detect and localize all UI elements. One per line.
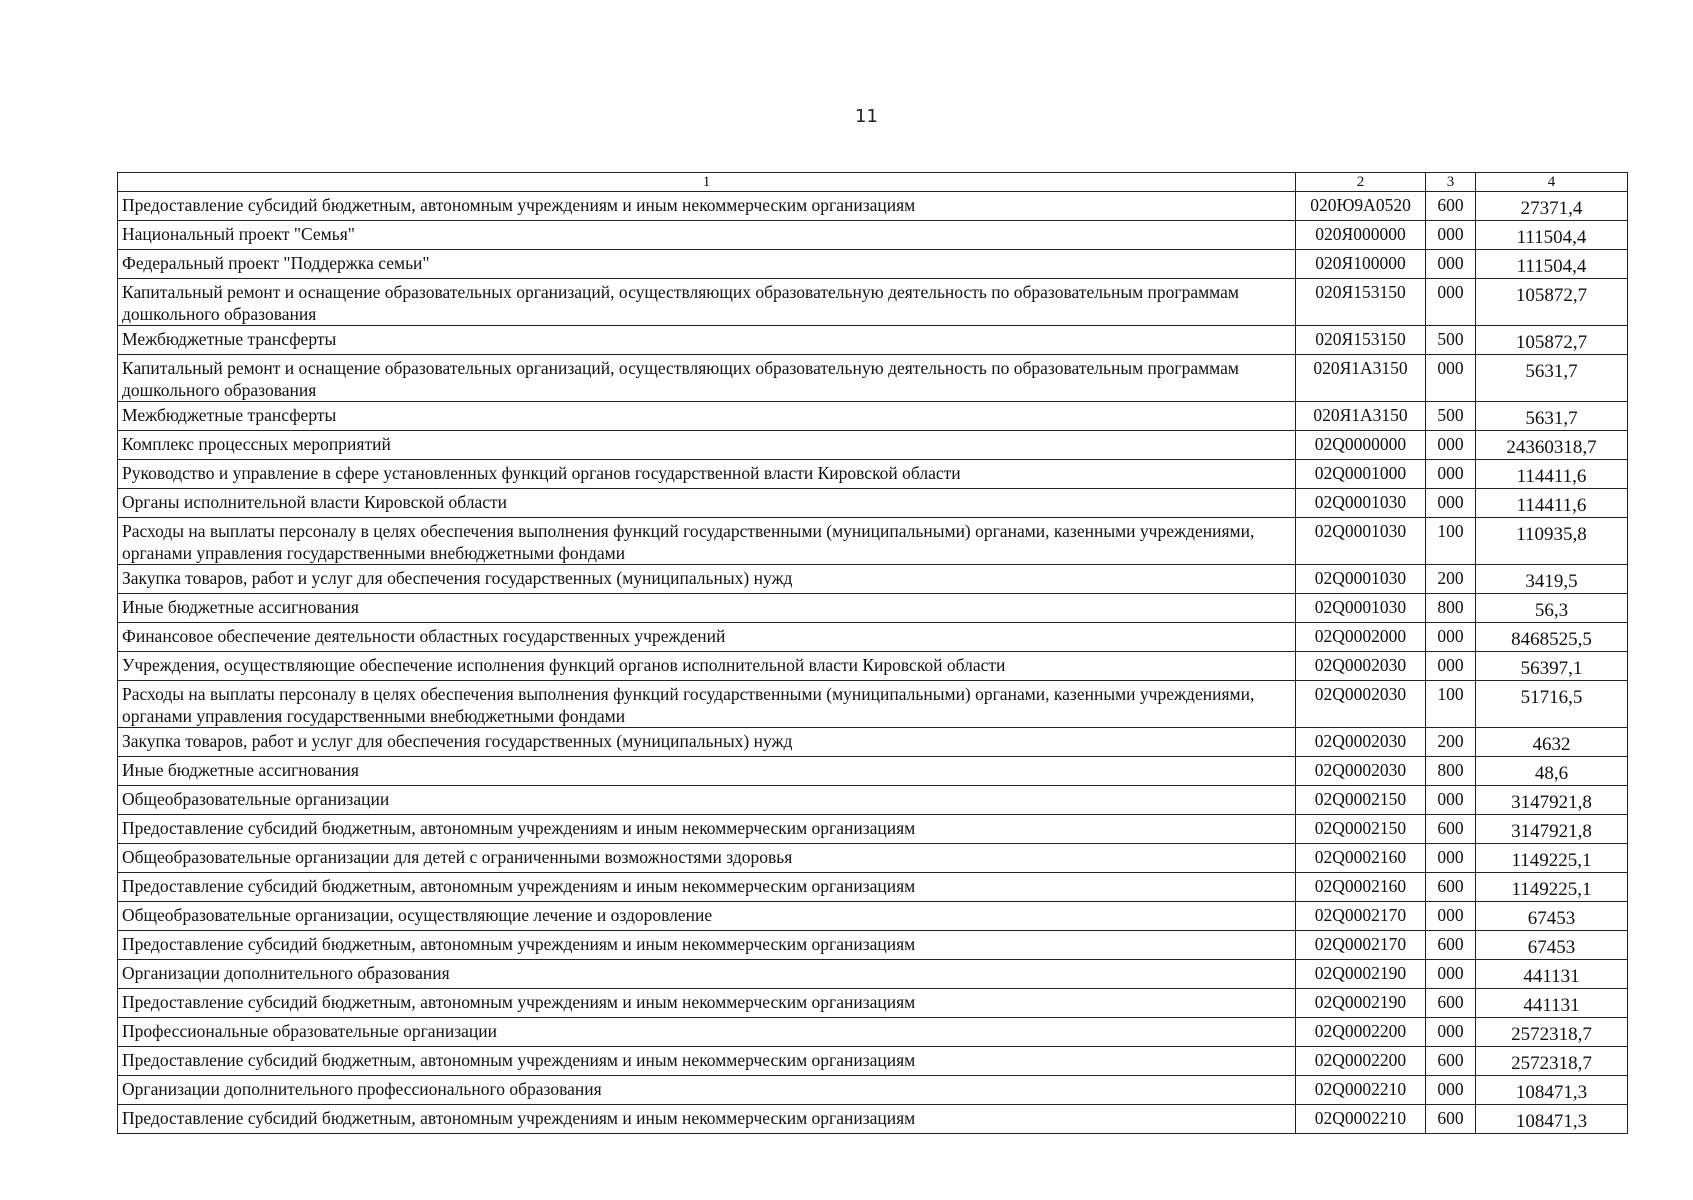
table-row	[118, 815, 1628, 844]
expense-type-cell: 600	[1426, 1047, 1476, 1076]
target-code-cell: 020Я1А3150	[1296, 355, 1426, 402]
item-name-cell: Предоставление субсидий бюджетным, автономным учреждениям и иным некоммерческим организациям	[118, 931, 1296, 960]
amount-cell: 108471,3	[1476, 1076, 1628, 1105]
expense-type-cell: 000	[1426, 1076, 1476, 1105]
amount-cell: 5631,7	[1476, 355, 1628, 402]
item-name-cell: Предоставление субсидий бюджетным, автономным учреждениям и иным некоммерческим организациям	[118, 1105, 1296, 1134]
table-row	[118, 250, 1628, 279]
amount-cell: 8468525,5	[1476, 623, 1628, 652]
target-code-cell: 02Q0002190	[1296, 960, 1426, 989]
item-name-cell: Капитальный ремонт и оснащение образовательных организаций, осуществляющих образовательную деятельность по образовательным программам дошкольного образования	[118, 355, 1296, 402]
item-name-cell: Закупка товаров, работ и услуг для обеспечения государственных (муниципальных) нужд	[118, 565, 1296, 594]
item-name-cell: Предоставление субсидий бюджетным, автономным учреждениям и иным некоммерческим организациям	[118, 873, 1296, 902]
table-row	[118, 652, 1628, 681]
amount-cell: 24360318,7	[1476, 431, 1628, 460]
item-name-cell: Учреждения, осуществляющие обеспечение исполнения функций органов исполнительной власти Кировской области	[118, 652, 1296, 681]
table-row	[118, 681, 1628, 728]
table-row	[118, 623, 1628, 652]
budget-table	[117, 172, 1628, 1134]
amount-cell: 67453	[1476, 931, 1628, 960]
expense-type-cell: 000	[1426, 431, 1476, 460]
target-code-cell: 02Q0002030	[1296, 681, 1426, 728]
expense-type-cell: 000	[1426, 1018, 1476, 1047]
table-row	[118, 873, 1628, 902]
table-row	[118, 989, 1628, 1018]
amount-cell: 3147921,8	[1476, 786, 1628, 815]
target-code-cell: 02Q0002160	[1296, 844, 1426, 873]
item-name-cell: Общеобразовательные организации для детей с ограниченными возможностями здоровья	[118, 844, 1296, 873]
column-header-3: 3	[1426, 173, 1476, 192]
expense-type-cell: 100	[1426, 681, 1476, 728]
column-header-1: 1	[118, 173, 1296, 192]
amount-cell: 111504,4	[1476, 221, 1628, 250]
target-code-cell: 020Я100000	[1296, 250, 1426, 279]
expense-type-cell: 800	[1426, 594, 1476, 623]
target-code-cell: 02Q0002210	[1296, 1105, 1426, 1134]
item-name-cell: Межбюджетные трансферты	[118, 326, 1296, 355]
target-code-cell: 020Я153150	[1296, 279, 1426, 326]
table-row	[118, 757, 1628, 786]
item-name-cell: Закупка товаров, работ и услуг для обеспечения государственных (муниципальных) нужд	[118, 728, 1296, 757]
table-row	[118, 844, 1628, 873]
table-row	[118, 1076, 1628, 1105]
expense-type-cell: 000	[1426, 623, 1476, 652]
item-name-cell: Органы исполнительной власти Кировской области	[118, 489, 1296, 518]
target-code-cell: 02Q0002190	[1296, 989, 1426, 1018]
amount-cell: 441131	[1476, 960, 1628, 989]
amount-cell: 114411,6	[1476, 489, 1628, 518]
item-name-cell: Предоставление субсидий бюджетным, автономным учреждениям и иным некоммерческим организациям	[118, 1047, 1296, 1076]
item-name-cell: Межбюджетные трансферты	[118, 402, 1296, 431]
target-code-cell: 02Q0002150	[1296, 815, 1426, 844]
amount-cell: 56397,1	[1476, 652, 1628, 681]
item-name-cell: Федеральный проект "Поддержка семьи"	[118, 250, 1296, 279]
item-name-cell: Организации дополнительного образования	[118, 960, 1296, 989]
table-row	[118, 355, 1628, 402]
table-header-row	[118, 173, 1628, 192]
target-code-cell: 02Q0002200	[1296, 1047, 1426, 1076]
target-code-cell: 02Q0002170	[1296, 902, 1426, 931]
table-row	[118, 518, 1628, 565]
amount-cell: 3147921,8	[1476, 815, 1628, 844]
table-body	[118, 192, 1628, 1134]
expense-type-cell: 600	[1426, 931, 1476, 960]
amount-cell: 108471,3	[1476, 1105, 1628, 1134]
amount-cell: 110935,8	[1476, 518, 1628, 565]
amount-cell: 3419,5	[1476, 565, 1628, 594]
item-name-cell: Расходы на выплаты персоналу в целях обеспечения выполнения функций государственными (муниципальными) органами, казенными учреждениями, органами управления государственными внебюджетными фондами	[118, 681, 1296, 728]
table-row	[118, 402, 1628, 431]
amount-cell: 441131	[1476, 989, 1628, 1018]
table-row	[118, 565, 1628, 594]
item-name-cell: Предоставление субсидий бюджетным, автономным учреждениям и иным некоммерческим организациям	[118, 989, 1296, 1018]
item-name-cell: Общеобразовательные организации	[118, 786, 1296, 815]
amount-cell: 51716,5	[1476, 681, 1628, 728]
amount-cell: 5631,7	[1476, 402, 1628, 431]
item-name-cell: Финансовое обеспечение деятельности областных государственных учреждений	[118, 623, 1296, 652]
expense-type-cell: 600	[1426, 873, 1476, 902]
expense-type-cell: 000	[1426, 844, 1476, 873]
amount-cell: 1149225,1	[1476, 844, 1628, 873]
expense-type-cell: 200	[1426, 728, 1476, 757]
target-code-cell: 02Q0001030	[1296, 518, 1426, 565]
item-name-cell: Расходы на выплаты персоналу в целях обеспечения выполнения функций государственными (муниципальными) органами, казенными учреждениями, органами управления государственными внебюджетными фондами	[118, 518, 1296, 565]
table-row	[118, 902, 1628, 931]
target-code-cell: 02Q0001000	[1296, 460, 1426, 489]
amount-cell: 27371,4	[1476, 192, 1628, 221]
amount-cell: 4632	[1476, 728, 1628, 757]
column-header-4: 4	[1476, 173, 1628, 192]
amount-cell: 56,3	[1476, 594, 1628, 623]
expense-type-cell: 800	[1426, 757, 1476, 786]
expense-type-cell: 000	[1426, 652, 1476, 681]
item-name-cell: Предоставление субсидий бюджетным, автономным учреждениям и иным некоммерческим организациям	[118, 192, 1296, 221]
item-name-cell: Руководство и управление в сфере установленных функций органов государственной власти Кировской области	[118, 460, 1296, 489]
amount-cell: 48,6	[1476, 757, 1628, 786]
table-row	[118, 431, 1628, 460]
expense-type-cell: 200	[1426, 565, 1476, 594]
table-row	[118, 489, 1628, 518]
expense-type-cell: 600	[1426, 989, 1476, 1018]
target-code-cell: 02Q0002210	[1296, 1076, 1426, 1105]
table-row	[118, 594, 1628, 623]
table-row	[118, 786, 1628, 815]
target-code-cell: 02Q0002030	[1296, 757, 1426, 786]
expense-type-cell: 000	[1426, 250, 1476, 279]
expense-type-cell: 500	[1426, 326, 1476, 355]
table-row	[118, 326, 1628, 355]
target-code-cell: 02Q0002150	[1296, 786, 1426, 815]
amount-cell: 67453	[1476, 902, 1628, 931]
item-name-cell: Комплекс процессных мероприятий	[118, 431, 1296, 460]
expense-type-cell: 000	[1426, 960, 1476, 989]
expense-type-cell: 500	[1426, 402, 1476, 431]
amount-cell: 105872,7	[1476, 326, 1628, 355]
item-name-cell: Национальный проект "Семья"	[118, 221, 1296, 250]
target-code-cell: 020Я153150	[1296, 326, 1426, 355]
item-name-cell: Профессиональные образовательные организации	[118, 1018, 1296, 1047]
table-row	[118, 192, 1628, 221]
item-name-cell: Иные бюджетные ассигнования	[118, 594, 1296, 623]
table-row	[118, 279, 1628, 326]
target-code-cell: 02Q0000000	[1296, 431, 1426, 460]
target-code-cell: 02Q0002030	[1296, 728, 1426, 757]
item-name-cell: Иные бюджетные ассигнования	[118, 757, 1296, 786]
target-code-cell: 020Я000000	[1296, 221, 1426, 250]
page-number: 11	[855, 106, 878, 127]
amount-cell: 111504,4	[1476, 250, 1628, 279]
table-row	[118, 728, 1628, 757]
amount-cell: 105872,7	[1476, 279, 1628, 326]
table-row	[118, 960, 1628, 989]
target-code-cell: 020Ю9А0520	[1296, 192, 1426, 221]
expense-type-cell: 600	[1426, 1105, 1476, 1134]
amount-cell: 114411,6	[1476, 460, 1628, 489]
item-name-cell: Капитальный ремонт и оснащение образовательных организаций, осуществляющих образовательную деятельность по образовательным программам дошкольного образования	[118, 279, 1296, 326]
column-header-2: 2	[1296, 173, 1426, 192]
expense-type-cell: 000	[1426, 489, 1476, 518]
expense-type-cell: 000	[1426, 460, 1476, 489]
expense-type-cell: 000	[1426, 786, 1476, 815]
target-code-cell: 02Q0001030	[1296, 489, 1426, 518]
item-name-cell: Организации дополнительного профессионального образования	[118, 1076, 1296, 1105]
target-code-cell: 02Q0001030	[1296, 594, 1426, 623]
expense-type-cell: 600	[1426, 192, 1476, 221]
item-name-cell: Предоставление субсидий бюджетным, автономным учреждениям и иным некоммерческим организациям	[118, 815, 1296, 844]
amount-cell: 2572318,7	[1476, 1018, 1628, 1047]
expense-type-cell: 000	[1426, 355, 1476, 402]
amount-cell: 1149225,1	[1476, 873, 1628, 902]
table-row	[118, 221, 1628, 250]
item-name-cell: Общеобразовательные организации, осуществляющие лечение и оздоровление	[118, 902, 1296, 931]
expense-type-cell: 000	[1426, 279, 1476, 326]
table-row	[118, 460, 1628, 489]
target-code-cell: 02Q0002160	[1296, 873, 1426, 902]
target-code-cell: 02Q0002170	[1296, 931, 1426, 960]
table-row	[118, 1018, 1628, 1047]
amount-cell: 2572318,7	[1476, 1047, 1628, 1076]
table-row	[118, 1105, 1628, 1134]
table-row	[118, 1047, 1628, 1076]
target-code-cell: 02Q0002200	[1296, 1018, 1426, 1047]
expense-type-cell: 000	[1426, 221, 1476, 250]
target-code-cell: 02Q0002030	[1296, 652, 1426, 681]
table-row	[118, 931, 1628, 960]
target-code-cell: 02Q0001030	[1296, 565, 1426, 594]
expense-type-cell: 600	[1426, 815, 1476, 844]
target-code-cell: 020Я1А3150	[1296, 402, 1426, 431]
expense-type-cell: 100	[1426, 518, 1476, 565]
expense-type-cell: 000	[1426, 902, 1476, 931]
target-code-cell: 02Q0002000	[1296, 623, 1426, 652]
